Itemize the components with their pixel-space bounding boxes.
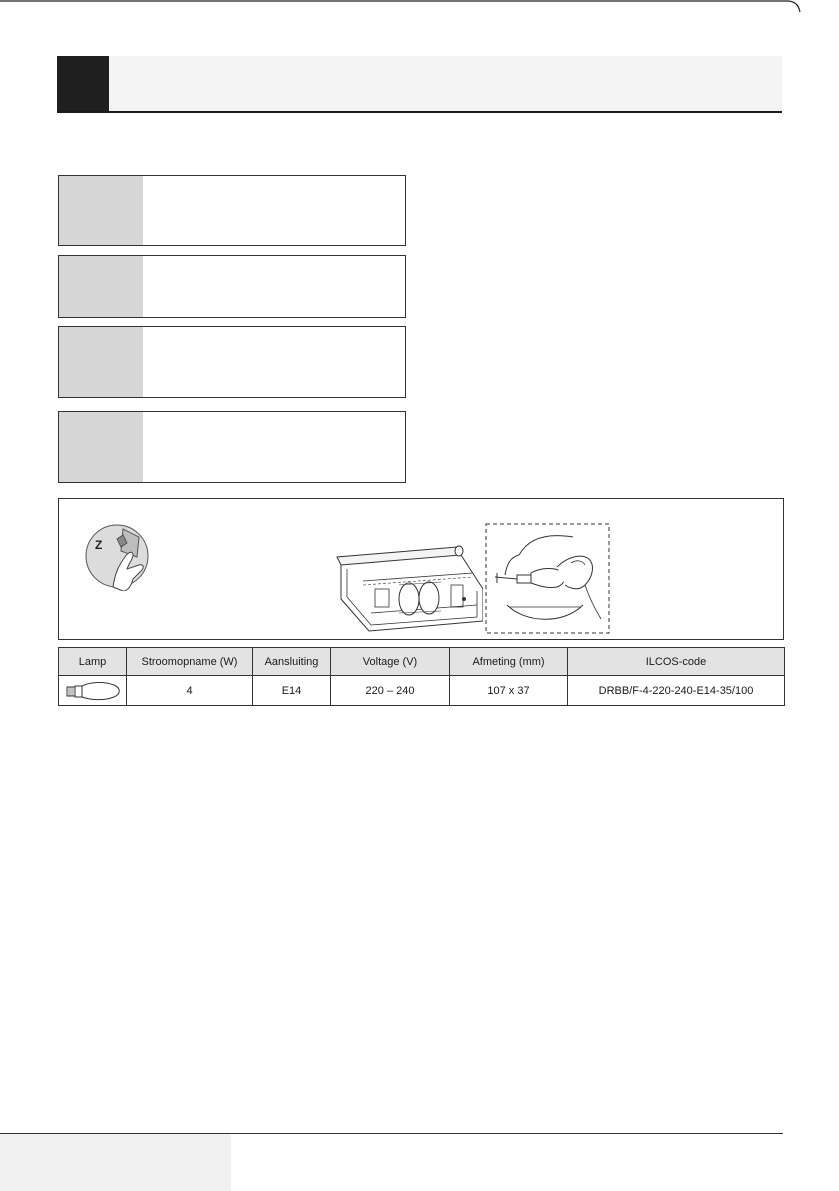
spec-box-label-cell (59, 327, 143, 397)
column-header: Voltage (V) (331, 648, 450, 676)
spec-box-label-cell (59, 412, 143, 482)
hand-press-icon (83, 521, 163, 591)
step-letter: Z (95, 538, 103, 552)
ilcos-cell: DRBB/F-4-220-240-E14-35/100 (568, 676, 785, 706)
table-row (59, 676, 785, 706)
candle-bulb-icon (64, 680, 122, 702)
spec-box-label-cell (59, 176, 143, 245)
spec-box-3 (58, 326, 406, 398)
top-corner-rule (0, 0, 839, 15)
column-header: Stroomopname (W) (127, 648, 253, 676)
lamp-cell (59, 676, 127, 706)
voltage-cell: 220 – 240 (331, 676, 450, 706)
spec-box-1 (58, 175, 406, 246)
socket-cell: E14 (253, 676, 331, 706)
spec-box-label-cell (59, 256, 143, 317)
column-header: Lamp (59, 648, 127, 676)
spec-box-4 (58, 411, 406, 483)
lamp-spec-table (58, 647, 785, 706)
lamp-replacement-figure (58, 498, 784, 640)
spec-box-2 (58, 255, 406, 318)
footer-block (0, 1134, 231, 1191)
column-header: ILCOS-code (568, 648, 785, 676)
power-cell: 4 (127, 676, 253, 706)
column-header: Afmeting (mm) (450, 648, 568, 676)
size-cell: 107 x 37 (450, 676, 568, 706)
table-header-row (59, 648, 785, 676)
section-header (57, 56, 782, 113)
bulb-replace-detail-icon (485, 523, 611, 635)
section-number-block (57, 56, 109, 111)
column-header: Aansluiting (253, 648, 331, 676)
hood-lamp-drawing-icon (333, 541, 483, 636)
